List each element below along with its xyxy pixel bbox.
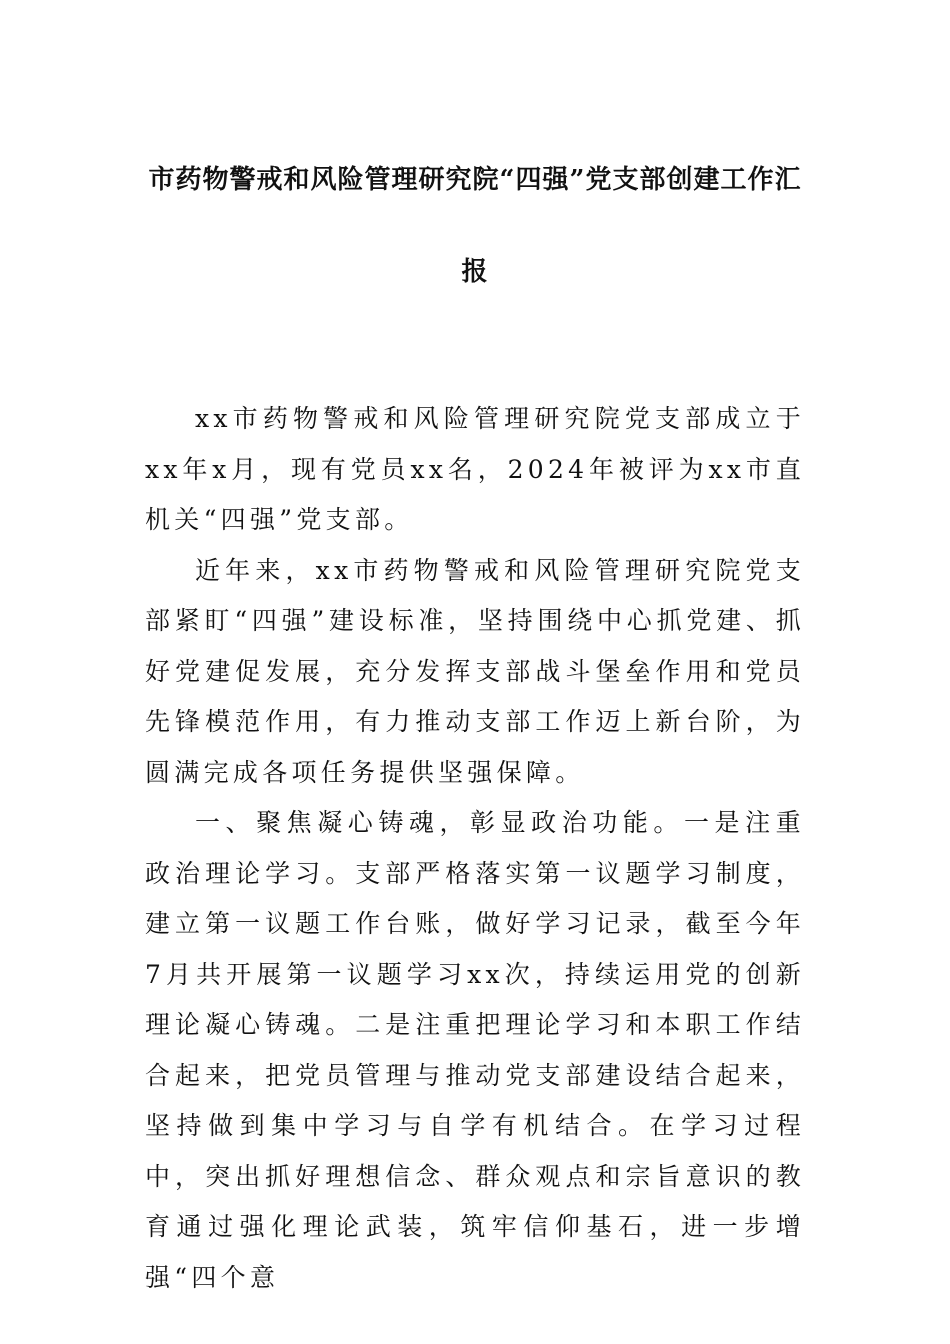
document-title-line-2: 报 — [461, 257, 489, 287]
paragraph-intro: xx市药物警戒和风险管理研究院党支部成立于xx年x月，现有党员xx名，2024年被评为xx市直机关“四强”党支部。 — [145, 404, 805, 534]
document-title-line-1: 市药物警戒和风险管理研究院“四强”党支部创建工作汇 — [148, 165, 802, 195]
paragraph-section-one: 一、聚焦凝心铸魂，彰显政治功能。一是注重政治理论学习。支部严格落实第一议题学习制度，建立第一议题工作台账，做好学习记录，截至今年7月共开展第一议题学习xx次，持续运用党的创新理论凝心铸魂。二是注重把理论学习和本职工作结合起来，把党员管理与推动党支部建设结合起来，坚持做到集中学习与自学有机结合。在学习过程中，突出抓好理想信念、群众观点和宗旨意识的教育通过强化理论武装，筑牢信仰基石，进一步增强“四个意 — [145, 808, 805, 1292]
document-body — [145, 394, 805, 1303]
paragraph-overview: 近年来，xx市药物警戒和风险管理研究院党支部紧盯“四强”建设标准，坚持围绕中心抓党建、抓好党建促发展，充分发挥支部战斗堡垒作用和党员先锋模范作用，有力推动支部工作迈上新台阶，为圆满完成各项任务提供坚强保障。 — [145, 555, 805, 787]
